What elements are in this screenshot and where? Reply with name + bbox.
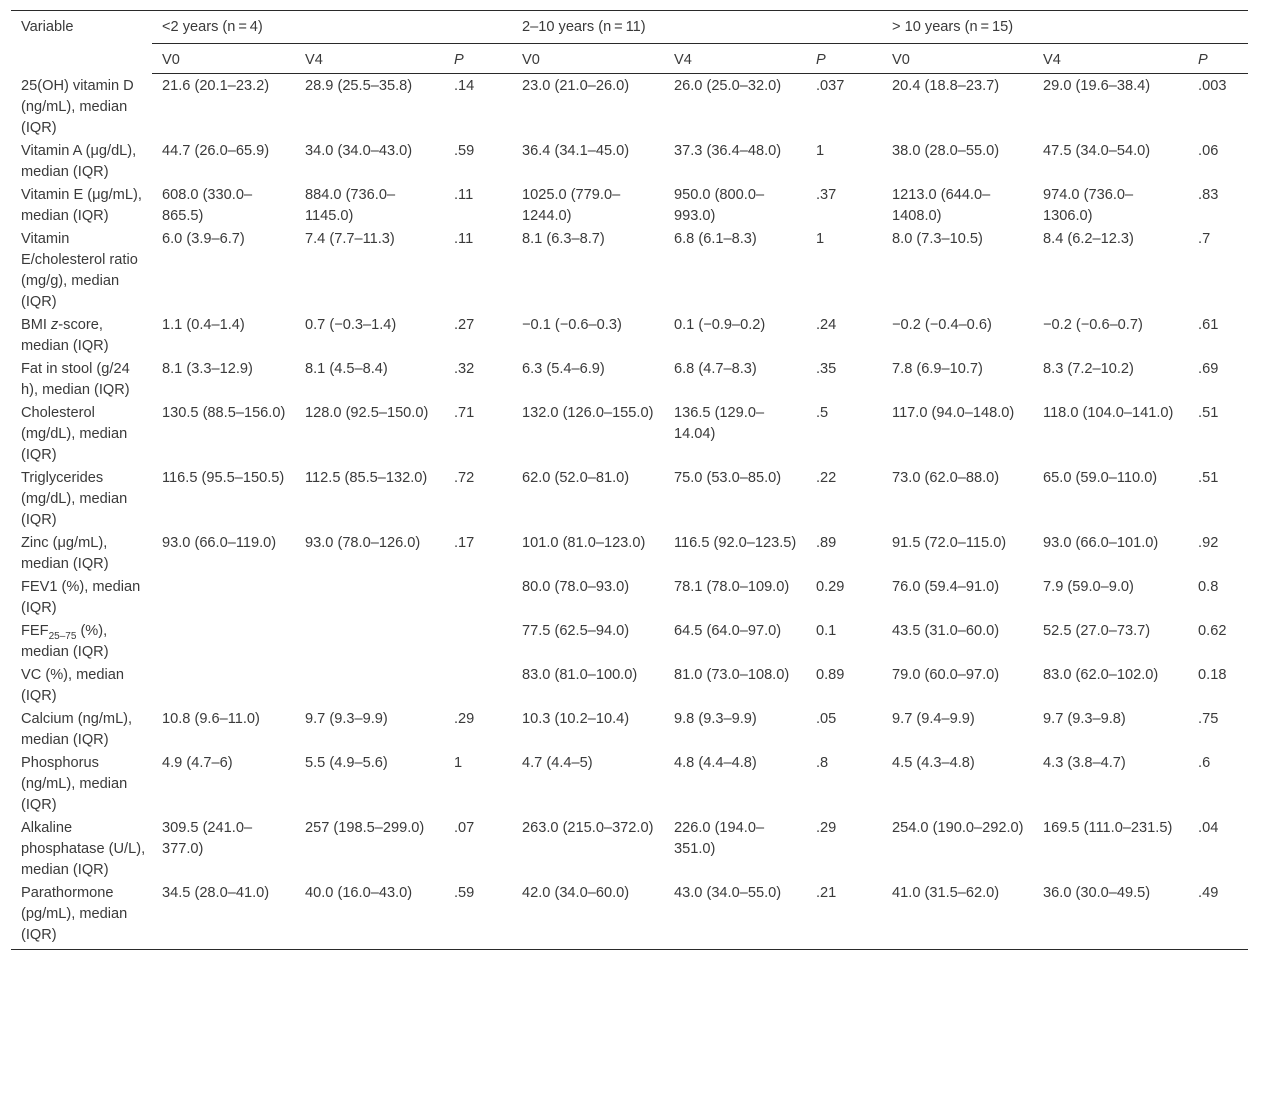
- table-row: [11, 707, 1248, 751]
- table-body: [11, 74, 1248, 950]
- variable-label-part: BMI: [21, 316, 51, 333]
- variable-cell: Alkaline phosphatase (U/L), median (IQR): [21, 819, 146, 878]
- subheader-row: [11, 44, 1248, 74]
- p-value-cell: .17: [454, 534, 475, 551]
- p-value-cell: 0.89: [816, 666, 845, 683]
- p-value-cell: .61: [1198, 316, 1219, 333]
- value-cell: 10.8 (9.6–11.0): [162, 710, 260, 727]
- p-value-cell: 0.8: [1198, 578, 1219, 595]
- variable-cell: [11, 619, 152, 663]
- value-cell: 6.3 (5.4–6.9): [522, 360, 605, 377]
- results-table: [11, 10, 1248, 950]
- p-value-cell: .6: [1198, 754, 1211, 771]
- subheader-v4-0: V4: [295, 44, 444, 74]
- value-cell: 78.1 (78.0–109.0): [674, 578, 790, 595]
- subheader-v0-2: V0: [882, 44, 1033, 74]
- value-cell: 132.0 (126.0–155.0): [522, 404, 654, 421]
- p-value-cell: .27: [454, 316, 475, 333]
- value-cell: 10.3 (10.2–10.4): [522, 710, 630, 727]
- group-header-over-10: > 10 years (n = 15): [882, 11, 1248, 44]
- value-cell: 28.9 (25.5–35.8): [305, 78, 413, 94]
- value-cell: 169.5 (111.0–231.5): [1043, 819, 1173, 836]
- variable-label-subscript: 25–75: [48, 630, 77, 642]
- p-value-cell: .49: [1188, 881, 1248, 950]
- value-cell: 65.0 (59.0–110.0): [1043, 469, 1158, 486]
- p-value-cell: .59: [454, 142, 475, 159]
- variable-label-part: FEF: [21, 622, 49, 639]
- p-value-cell: .24: [816, 316, 837, 333]
- value-cell: −0.2 (−0.4–0.6): [892, 316, 992, 333]
- value-cell: 4.7 (4.4–5): [522, 754, 593, 771]
- value-cell: 83.0 (81.0–100.0): [522, 666, 638, 683]
- value-cell: 226.0 (194.0–351.0): [674, 819, 765, 857]
- value-cell: 5.5 (4.9–5.6): [305, 754, 388, 771]
- table-row: [11, 183, 1248, 227]
- value-cell: 7.8 (6.9–10.7): [892, 360, 983, 377]
- p-value-cell: .037: [816, 78, 845, 94]
- table-row: [11, 466, 1248, 531]
- p-value-cell: .35: [816, 360, 837, 377]
- table-row: [11, 357, 1248, 401]
- value-cell: 43.5 (31.0–60.0): [892, 622, 1000, 639]
- value-cell: 26.0 (25.0–32.0): [674, 78, 782, 94]
- p-value-cell: .04: [1198, 819, 1219, 836]
- p-value-cell: 1: [816, 230, 825, 247]
- variable-cell: Parathormone (pg/mL), median (IQR): [11, 881, 152, 950]
- value-cell: 79.0 (60.0–97.0): [892, 666, 1000, 683]
- table-row: [11, 663, 1248, 707]
- value-cell: 4.9 (4.7–6): [162, 754, 233, 771]
- p-value-cell: 0.18: [1198, 666, 1227, 683]
- value-cell: 29.0 (19.6–38.4): [1043, 78, 1151, 94]
- value-cell: 34.5 (28.0–41.0): [152, 881, 295, 950]
- value-cell: 0.7 (−0.3–1.4): [305, 316, 397, 333]
- p-value-cell: 1: [816, 142, 825, 159]
- value-cell: 9.7 (9.3–9.9): [305, 710, 388, 727]
- value-cell: 76.0 (59.4–91.0): [892, 578, 1000, 595]
- p-value-cell: [444, 619, 512, 663]
- value-cell: 36.0 (30.0–49.5): [1033, 881, 1188, 950]
- value-cell: 950.0 (800.0–993.0): [674, 186, 765, 224]
- p-value-cell: .92: [1198, 534, 1219, 551]
- value-cell: 263.0 (215.0–372.0): [522, 819, 654, 836]
- value-cell: −0.2 (−0.6–0.7): [1043, 316, 1143, 333]
- p-value-cell: .11: [454, 230, 474, 247]
- p-value-cell: 0.1: [816, 622, 837, 639]
- p-value-cell: .51: [1198, 469, 1219, 486]
- variable-cell: Cholesterol (mg/dL), median (IQR): [21, 404, 128, 463]
- value-cell: 7.9 (59.0–9.0): [1043, 578, 1134, 595]
- value-cell: 6.8 (6.1–8.3): [674, 230, 757, 247]
- table-row: [11, 139, 1248, 183]
- value-cell: 4.3 (3.8–4.7): [1043, 754, 1126, 771]
- value-cell: 80.0 (78.0–93.0): [522, 578, 630, 595]
- value-cell: 93.0 (78.0–126.0): [305, 534, 421, 551]
- p-value-cell: .37: [816, 186, 837, 203]
- value-cell: 8.0 (7.3–10.5): [892, 230, 983, 247]
- value-cell: 36.4 (34.1–45.0): [522, 142, 630, 159]
- value-cell: 254.0 (190.0–292.0): [892, 819, 1024, 836]
- p-value-cell: .003: [1198, 78, 1227, 94]
- value-cell: 136.5 (129.0–14.04): [674, 404, 765, 442]
- value-cell: 40.0 (16.0–43.0): [295, 881, 444, 950]
- p-value-cell: .5: [816, 404, 829, 421]
- value-cell: 41.0 (31.5–62.0): [882, 881, 1033, 950]
- value-cell: 9.8 (9.3–9.9): [674, 710, 757, 727]
- variable-cell: Fat in stool (g/24 h), median (IQR): [21, 360, 130, 398]
- subheader-v4-1: V4: [664, 44, 806, 74]
- value-cell: 20.4 (18.8–23.7): [892, 78, 1000, 94]
- value-cell: 128.0 (92.5–150.0): [305, 404, 429, 421]
- value-cell: 64.5 (64.0–97.0): [674, 622, 782, 639]
- value-cell: 93.0 (66.0–101.0): [1043, 534, 1159, 551]
- subheader-v0-0: V0: [152, 44, 295, 74]
- variable-cell: Triglycerides (mg/dL), median (IQR): [21, 469, 128, 528]
- value-cell: 8.1 (3.3–12.9): [162, 360, 253, 377]
- p-value-cell: .83: [1198, 186, 1219, 203]
- p-value-cell: .59: [444, 881, 512, 950]
- p-value-cell: 1: [454, 754, 463, 771]
- value-cell: 309.5 (241.0–377.0): [162, 819, 253, 857]
- variable-cell: Zinc (μg/mL), median (IQR): [21, 534, 109, 572]
- p-value-cell: .89: [816, 534, 837, 551]
- value-cell: −0.1 (−0.6–0.3): [522, 316, 622, 333]
- value-cell: 6.0 (3.9–6.7): [162, 230, 245, 247]
- p-value-cell: .69: [1198, 360, 1219, 377]
- value-cell: 884.0 (736.0–1145.0): [305, 186, 396, 224]
- value-cell: 8.4 (6.2–12.3): [1043, 230, 1134, 247]
- subheader-v0-1: V0: [512, 44, 664, 74]
- value-cell: 117.0 (94.0–148.0): [892, 404, 1015, 421]
- value-cell: 91.5 (72.0–115.0): [892, 534, 1007, 551]
- variable-cell: 25(OH) vitamin D (ng/mL), median (IQR): [21, 77, 134, 136]
- variable-cell: FEV1 (%), median (IQR): [21, 578, 141, 616]
- variable-label-part: (%), median (IQR): [21, 622, 109, 660]
- p-value-cell: [444, 663, 512, 707]
- table-row: [11, 619, 1248, 663]
- p-value-cell: .07: [454, 819, 475, 836]
- p-value-cell: .75: [1198, 710, 1219, 727]
- p-value-cell: 0.62: [1198, 622, 1227, 639]
- value-cell: 608.0 (330.0–865.5): [162, 186, 253, 224]
- subheader-p-1: P: [806, 44, 882, 74]
- value-cell: 6.8 (4.7–8.3): [674, 360, 757, 377]
- value-cell: [152, 575, 295, 619]
- variable-cell: Vitamin E (μg/mL), median (IQR): [21, 186, 142, 224]
- value-cell: [152, 663, 295, 707]
- table-row: [11, 313, 1248, 357]
- value-cell: 38.0 (28.0–55.0): [892, 142, 1000, 159]
- p-value-cell: .7: [1198, 230, 1211, 247]
- value-cell: 21.6 (20.1–23.2): [162, 78, 270, 94]
- table-row: [11, 816, 1248, 881]
- value-cell: 93.0 (66.0–119.0): [162, 534, 277, 551]
- value-cell: 8.1 (6.3–8.7): [522, 230, 605, 247]
- value-cell: 4.8 (4.4–4.8): [674, 754, 757, 771]
- variable-label-part: -score, median (IQR): [21, 316, 109, 354]
- p-value-cell: .29: [816, 819, 837, 836]
- value-cell: 112.5 (85.5–132.0): [305, 469, 428, 486]
- value-cell: 44.7 (26.0–65.9): [162, 142, 270, 159]
- value-cell: 42.0 (34.0–60.0): [512, 881, 664, 950]
- p-value-cell: .29: [454, 710, 475, 727]
- p-value-cell: .11: [454, 186, 474, 203]
- value-cell: 75.0 (53.0–85.0): [674, 469, 782, 486]
- value-cell: 118.0 (104.0–141.0): [1043, 404, 1174, 421]
- table-row: [11, 575, 1248, 619]
- subheader-v4-2: V4: [1033, 44, 1188, 74]
- group-header-row: [11, 11, 1248, 44]
- p-value-cell: .22: [816, 469, 837, 486]
- table-row: [11, 881, 1248, 950]
- value-cell: 7.4 (7.7–11.3): [305, 230, 395, 247]
- variable-cell: Vitamin E/cholesterol ratio (mg/g), median (IQR): [21, 230, 138, 310]
- variable-cell: VC (%), median (IQR): [21, 666, 124, 704]
- value-cell: [295, 619, 444, 663]
- value-cell: 62.0 (52.0–81.0): [522, 469, 630, 486]
- value-cell: 23.0 (21.0–26.0): [522, 78, 630, 94]
- value-cell: 9.7 (9.3–9.8): [1043, 710, 1126, 727]
- variable-cell: Calcium (ng/mL), median (IQR): [21, 710, 133, 748]
- p-value-cell: .72: [454, 469, 475, 486]
- value-cell: 47.5 (34.0–54.0): [1043, 142, 1151, 159]
- subheader-p-2: P: [1188, 44, 1248, 74]
- p-value-cell: [444, 575, 512, 619]
- p-value-cell: .8: [816, 754, 829, 771]
- value-cell: 43.0 (34.0–55.0): [664, 881, 806, 950]
- value-cell: 1.1 (0.4–1.4): [162, 316, 245, 333]
- variable-label-italic: z: [51, 316, 59, 333]
- p-value-cell: .06: [1198, 142, 1219, 159]
- variable-cell: Vitamin A (μg/dL), median (IQR): [21, 142, 137, 180]
- value-cell: 8.3 (7.2–10.2): [1043, 360, 1134, 377]
- table-row: [11, 531, 1248, 575]
- value-cell: 1213.0 (644.0–1408.0): [892, 186, 991, 224]
- value-cell: [152, 619, 295, 663]
- subheader-p-0: P: [444, 44, 512, 74]
- p-value-cell: .14: [454, 78, 475, 94]
- table-row: [11, 74, 1248, 139]
- table-row: [11, 401, 1248, 466]
- value-cell: 130.5 (88.5–156.0): [162, 404, 286, 421]
- value-cell: 116.5 (95.5–150.5): [162, 469, 285, 486]
- value-cell: 8.1 (4.5–8.4): [305, 360, 388, 377]
- value-cell: 116.5 (92.0–123.5): [674, 534, 797, 551]
- value-cell: 52.5 (27.0–73.7): [1043, 622, 1151, 639]
- table-row: [11, 751, 1248, 816]
- variable-cell: Phosphorus (ng/mL), median (IQR): [21, 754, 128, 813]
- p-value-cell: .05: [816, 710, 837, 727]
- table-header: [11, 11, 1248, 74]
- value-cell: [295, 575, 444, 619]
- value-cell: 37.3 (36.4–48.0): [674, 142, 782, 159]
- p-value-cell: .21: [806, 881, 882, 950]
- results-table-container: [11, 10, 1248, 950]
- group-header-under-2: <2 years (n = 4): [152, 11, 512, 44]
- group-header-2-10: 2–10 years (n = 11): [512, 11, 882, 44]
- p-value-cell: .51: [1198, 404, 1219, 421]
- value-cell: 4.5 (4.3–4.8): [892, 754, 975, 771]
- p-value-cell: .32: [454, 360, 475, 377]
- value-cell: 1025.0 (779.0–1244.0): [522, 186, 621, 224]
- value-cell: 9.7 (9.4–9.9): [892, 710, 975, 727]
- variable-column-header: Variable: [11, 11, 152, 74]
- value-cell: 83.0 (62.0–102.0): [1043, 666, 1159, 683]
- variable-cell: [11, 313, 152, 357]
- p-value-cell: 0.29: [816, 578, 845, 595]
- value-cell: 0.1 (−0.9–0.2): [674, 316, 766, 333]
- value-cell: 34.0 (34.0–43.0): [305, 142, 413, 159]
- value-cell: 73.0 (62.0–88.0): [892, 469, 1000, 486]
- value-cell: 257 (198.5–299.0): [305, 819, 425, 836]
- value-cell: 77.5 (62.5–94.0): [522, 622, 630, 639]
- value-cell: 101.0 (81.0–123.0): [522, 534, 646, 551]
- value-cell: [295, 663, 444, 707]
- table-row: [11, 227, 1248, 313]
- value-cell: 81.0 (73.0–108.0): [674, 666, 790, 683]
- p-value-cell: .71: [454, 404, 475, 421]
- value-cell: 974.0 (736.0–1306.0): [1043, 186, 1134, 224]
